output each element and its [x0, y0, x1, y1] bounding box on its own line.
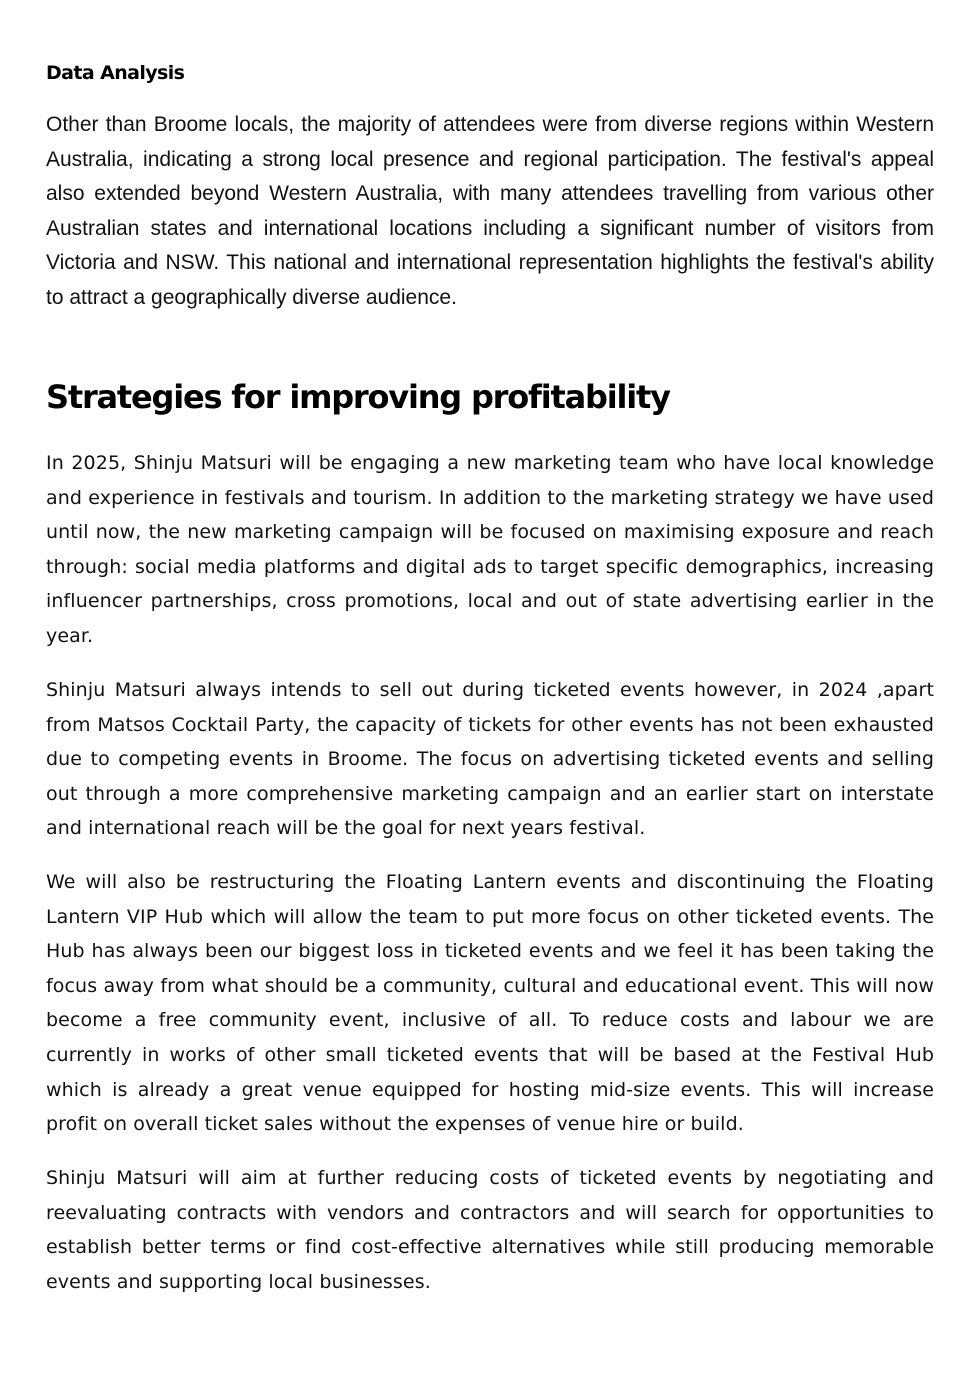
paragraph-ticketed-events: Shinju Matsuri always intends to sell out during ticketed events however, in 2024 ,apart from Matsos Cocktail Party, the capacity of tickets for other events has not been exhausted due to competing events in Broome. The focus on advertising ticketed events and selling out through a more comprehensive marketing campaign and an earlier start on interstate and international reach will be the goal for next years festival. [46, 679, 934, 840]
paragraph-marketing-team: In 2025, Shinju Matsuri will be engaging a new marketing team who have local knowledge and experience in festivals and tourism. In addition to the marketing strategy we have used until now, the new marketing campaign will be focused on maximising exposure and reach through: social media platforms and digital ads to target specific demographics, increasing influencer partnerships, cross promotions, local and out of state advertising earlier in the year. [46, 452, 934, 647]
paragraph-floating-lantern: We will also be restructuring the Floating Lantern events and discontinuing the Floating Lantern VIP Hub which will allow the team to put more focus on other ticketed events. The Hub has always been our biggest loss in ticketed events and we feel it has been taking the focus away from what should be a community, cultural and educational event. This will now become a free community event, inclusive of all. To reduce costs and labour we are currently in works of other small ticketed events that will be based at the Festival Hub which is already a great venue equipped for hosting mid-size events. This will increase profit on overall ticket sales without the expenses of venue hire or build. [46, 871, 934, 1136]
paragraph-reducing-costs: Shinju Matsuri will aim at further reducing costs of ticketed events by negotiating and reevaluating contracts with vendors and contractors and will search for opportunities to establish better terms or find cost-effective alternatives while still producing memorable events and supporting local businesses. [46, 1167, 934, 1293]
section-heading: Strategies for improving profitability [46, 378, 670, 416]
intro-paragraph: Other than Broome locals, the majority of attendees were from diverse regions within Western Australia, indicating a strong local presence and regional participation. The festival's appeal also extended beyond Western Australia, with many attendees travelling from various other Australian states and international locations including a significant number of visitors from Victoria and NSW. This national and international representation highlights the festival's ability to attract a geographically diverse audience. [46, 113, 934, 309]
data-analysis-subheading: Data Analysis [46, 62, 185, 84]
